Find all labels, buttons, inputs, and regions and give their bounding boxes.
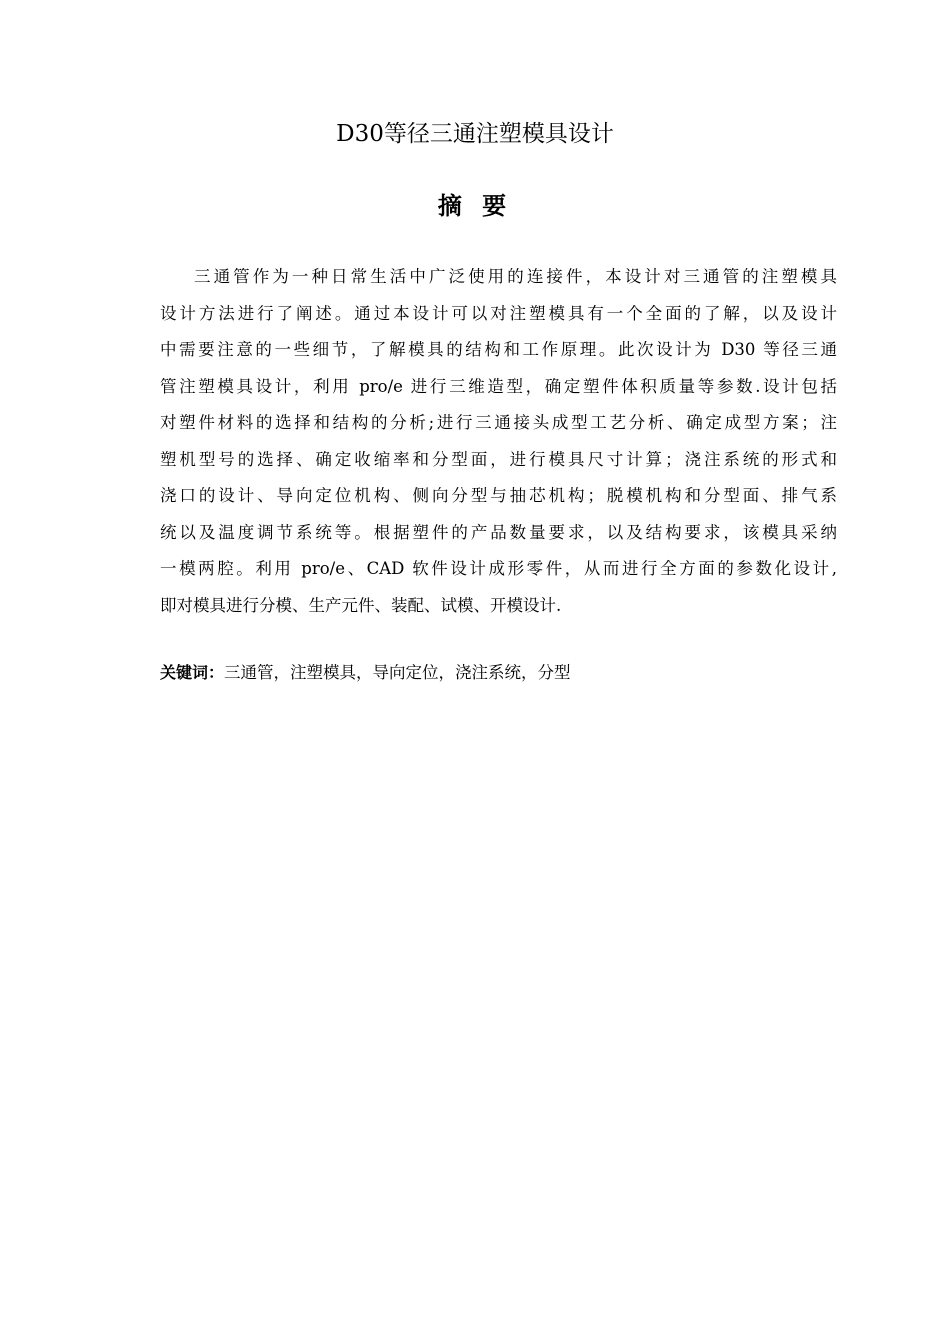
abstract-line: 浇口的设计、导向定位机构、侧向分型与抽芯机构；脱模机构和分型面、排气系 (160, 486, 837, 505)
keywords-paragraph (160, 655, 837, 691)
document-title: D30等径三通注塑模具设计 (336, 121, 614, 147)
abstract-body (160, 259, 837, 624)
abstract-heading: 摘 要 (437, 192, 513, 220)
abstract-line: 中需要注意的一些细节，了解模具的结构和工作原理。此次设计为 D30 等径三通 (160, 340, 837, 359)
abstract-line: 对塑件材料的选择和结构的分析;进行三通接头成型工艺分析、确定成型方案；注 (160, 413, 837, 432)
abstract-line: 设计方法进行了阐述。通过本设计可以对注塑模具有一个全面的了解，以及设计 (160, 303, 837, 323)
abstract-line: 即对模具进行分模、生产元件、装配、试模、开模设计. (160, 595, 562, 615)
abstract-line: 统以及温度调节系统等。根据塑件的产品数量要求，以及结构要求，该模具采纳 (160, 522, 837, 542)
abstract-line: 一模两腔。利用 pro/e、CAD 软件设计成形零件，从而进行全方面的参数化设计, (160, 559, 837, 578)
abstract-line: 塑机型号的选择、确定收缩率和分型面，进行模具尺寸计算；浇注系统的形式和 (160, 449, 837, 469)
keywords-label: 关键词： (160, 663, 225, 682)
abstract-line: 三通管作为一种日常生活中广泛使用的连接件，本设计对三通管的注塑模具 (194, 267, 837, 286)
keywords-text: 三通管，注塑模具，导向定位，浇注系统，分型 (224, 663, 571, 682)
abstract-line: 管注塑模具设计，利用 pro/e 进行三维造型，确定塑件体积质量等参数.设计包括 (160, 376, 837, 396)
